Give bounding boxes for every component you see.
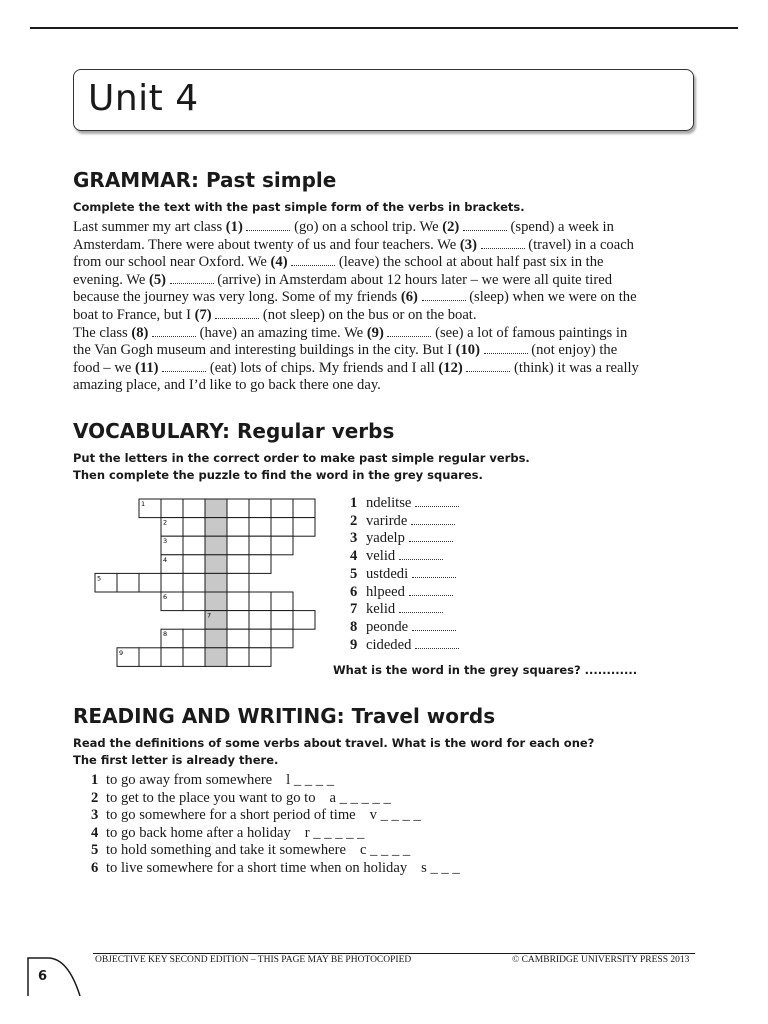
crossword-cell[interactable] xyxy=(271,611,293,630)
footer-copyright-notice: OBJECTIVE KEY SECOND EDITION – THIS PAGE MAY BE PHOTOCOPIED xyxy=(95,955,412,965)
crossword-cell[interactable] xyxy=(271,536,293,555)
crossword-cell[interactable] xyxy=(271,518,293,537)
gap-number: (7) xyxy=(194,306,216,323)
answer-letters[interactable]: a _ _ _ _ _ xyxy=(329,789,391,806)
crossword-grey-cell[interactable] xyxy=(205,592,227,611)
anagram-item xyxy=(350,601,443,618)
crossword-cell[interactable] xyxy=(183,536,205,555)
crossword-grey-cell[interactable] xyxy=(205,629,227,648)
anagram-number: 5 xyxy=(350,565,358,582)
footer-publisher: © CAMBRIDGE UNIVERSITY PRESS 2013 xyxy=(512,955,690,965)
crossword-cell[interactable] xyxy=(161,648,183,667)
crossword-cell[interactable] xyxy=(249,592,271,611)
anagram-number: 9 xyxy=(350,636,358,653)
crossword-clue-number: 1 xyxy=(141,500,146,508)
gap-number: (8) xyxy=(131,324,153,341)
grammar-text-segment: boat to France, but I xyxy=(73,306,195,323)
anagram-item xyxy=(350,637,459,654)
grammar-text-segment: (leave) the school at about half past six in the xyxy=(335,254,604,271)
crossword-grey-cell[interactable] xyxy=(205,499,227,518)
crossword-grey-cell[interactable] xyxy=(205,518,227,537)
anagram-item xyxy=(350,584,453,601)
crossword-cell[interactable] xyxy=(227,592,249,611)
definition-item xyxy=(91,790,391,807)
grammar-text-segment: evening. We xyxy=(73,271,149,288)
definition-item xyxy=(91,842,410,859)
anagram-item xyxy=(350,566,456,583)
grammar-text-segment: (not enjoy) the xyxy=(527,342,618,359)
page-number: 6 xyxy=(38,969,48,984)
gap-number: (10) xyxy=(455,342,484,359)
anagram-letters: ustdedi xyxy=(366,565,409,582)
anagram-letters: peonde xyxy=(366,618,409,635)
grammar-text-segment: amazing place, and I’d like to go back there one day. xyxy=(73,377,381,394)
grey-squares-question: What is the word in the grey squares? ............ xyxy=(333,663,638,677)
answer-blank[interactable] xyxy=(412,567,456,578)
grammar-text-segment: because the journey was very long. Some of my friends xyxy=(73,289,401,306)
crossword-cell[interactable] xyxy=(227,648,249,667)
grammar-text-segment: (go) on a school trip. We xyxy=(290,219,443,235)
anagram-number: 3 xyxy=(350,530,358,547)
crossword-cell[interactable] xyxy=(227,536,249,555)
anagram-number: 1 xyxy=(350,495,358,511)
crossword-cell[interactable] xyxy=(227,555,249,574)
crossword-cell[interactable] xyxy=(183,499,205,518)
crossword-cell[interactable] xyxy=(249,629,271,648)
crossword-clue-number: 3 xyxy=(163,537,168,546)
definition-item xyxy=(91,772,334,789)
crossword-cell[interactable] xyxy=(249,536,271,555)
anagram-item xyxy=(350,548,443,565)
answer-letters[interactable]: l _ _ _ _ xyxy=(286,772,334,788)
anagram-number: 2 xyxy=(350,512,358,529)
crossword-cell[interactable] xyxy=(293,499,315,518)
crossword-cell[interactable] xyxy=(227,629,249,648)
grammar-text-segment: (not sleep) on the bus or on the boat. xyxy=(259,306,477,323)
crossword-cell[interactable] xyxy=(227,518,249,537)
crossword-grey-cell[interactable] xyxy=(205,648,227,667)
crossword-cell[interactable] xyxy=(271,499,293,518)
definition-text: to go back home after a holiday xyxy=(106,824,291,841)
answer-blank[interactable] xyxy=(411,514,455,525)
crossword-grey-cell[interactable] xyxy=(205,555,227,574)
crossword-clue-number: 2 xyxy=(163,518,168,527)
crossword-cell[interactable] xyxy=(249,499,271,518)
crossword-grey-cell[interactable] xyxy=(205,536,227,555)
crossword-cell[interactable] xyxy=(183,592,205,611)
reading-heading: READING AND WRITING: Travel words xyxy=(73,704,496,728)
crossword-grey-cell[interactable] xyxy=(205,573,227,592)
crossword-cell[interactable] xyxy=(183,573,205,592)
grammar-text-segment: (arrive) in Amsterdam about 12 hours later – we were all quite tired xyxy=(213,271,612,288)
definition-number: 1 xyxy=(91,772,99,788)
grammar-text-segment: (see) a lot of famous paintings in xyxy=(431,324,628,341)
grammar-text-segment: (travel) in a coach xyxy=(524,236,634,253)
definition-item xyxy=(91,807,421,824)
crossword-cell[interactable] xyxy=(161,499,183,518)
crossword-cell[interactable] xyxy=(249,555,271,574)
crossword-clue-number: 6 xyxy=(163,593,168,601)
reading-instruction-2: The first letter is already there. xyxy=(73,753,279,767)
anagram-letters: yadelp xyxy=(366,530,405,547)
gap-number: (11) xyxy=(135,359,163,376)
gap-number: (2) xyxy=(442,219,463,235)
gap-number: (6) xyxy=(400,289,422,306)
grammar-text-segment: (have) an amazing time. We xyxy=(196,324,367,341)
answer-blank[interactable] xyxy=(399,602,443,613)
answer-blank[interactable] xyxy=(399,549,443,560)
answer-letters[interactable]: s _ _ _ xyxy=(421,860,460,876)
crossword-cell[interactable] xyxy=(183,555,205,574)
definition-number: 3 xyxy=(91,807,99,824)
gap-number: (3) xyxy=(459,236,481,253)
reading-instruction-1: Read the definitions of some verbs about travel. What is the word for each one? xyxy=(73,736,595,750)
answer-blank[interactable] xyxy=(412,620,456,631)
crossword-cell[interactable] xyxy=(139,648,161,667)
definition-text: to live somewhere for a short time when on holiday xyxy=(106,860,408,876)
crossword-cell[interactable] xyxy=(183,518,205,537)
gap-number: (4) xyxy=(270,254,292,271)
definition-text: to go away from somewhere xyxy=(106,772,273,788)
definition-number: 4 xyxy=(91,824,99,841)
crossword-clue-number: 9 xyxy=(119,648,124,657)
anagram-letters: kelid xyxy=(366,601,396,618)
answer-blank[interactable] xyxy=(409,585,453,596)
crossword-cell[interactable] xyxy=(293,611,315,630)
grammar-text-segment: from our school near Oxford. We xyxy=(73,254,271,271)
page-number-tab xyxy=(0,0,100,1024)
vocabulary-instruction-1: Put the letters in the correct order to make past simple regular verbs. xyxy=(73,451,530,465)
anagram-letters: varirde xyxy=(366,512,408,529)
vocabulary-heading: VOCABULARY: Regular verbs xyxy=(73,419,395,443)
grammar-text-segment: Amsterdam. There were about twenty of us and four teachers. We xyxy=(73,236,460,253)
anagram-letters: ndelitse xyxy=(366,495,412,511)
anagram-number: 6 xyxy=(350,583,358,600)
crossword-cell[interactable] xyxy=(161,573,183,592)
crossword-cell[interactable] xyxy=(271,629,293,648)
answer-blank[interactable] xyxy=(415,496,459,507)
crossword-cell[interactable] xyxy=(293,518,315,537)
definition-number: 2 xyxy=(91,789,99,806)
gap-number: (12) xyxy=(438,359,467,376)
anagram-item xyxy=(350,530,453,547)
anagram-letters: cideded xyxy=(366,636,412,653)
grammar-text-segment: the Van Gogh museum and interesting buildings in the city. But I xyxy=(73,342,456,359)
grammar-heading: GRAMMAR: Past simple xyxy=(73,168,337,192)
answer-letters[interactable]: r _ _ _ _ _ xyxy=(304,824,365,841)
answer-letters[interactable]: v _ _ _ _ xyxy=(369,807,421,824)
anagram-item xyxy=(350,495,459,512)
answer-blank[interactable] xyxy=(415,638,459,649)
definition-item xyxy=(91,825,364,842)
crossword-clue-number: 4 xyxy=(163,555,168,564)
grammar-text-segment: (sleep) when we were on the xyxy=(465,289,637,306)
crossword-cell[interactable] xyxy=(227,499,249,518)
crossword-cell[interactable] xyxy=(227,573,249,592)
grammar-instruction: Complete the text with the past simple form of the verbs in brackets. xyxy=(73,200,525,214)
gap-number: (5) xyxy=(148,271,170,288)
grammar-text-segment: Last summer my art class xyxy=(73,219,226,235)
crossword-cell[interactable] xyxy=(139,573,161,592)
crossword-clue-number: 5 xyxy=(97,574,102,583)
anagram-number: 4 xyxy=(350,548,358,565)
vocabulary-instruction-2: Then complete the puzzle to find the word in the grey squares. xyxy=(73,468,483,482)
crossword-cell[interactable] xyxy=(183,648,205,667)
anagram-letters: velid xyxy=(366,548,396,565)
definition-text: to get to the place you want to go to xyxy=(106,789,316,806)
anagram-letters: hlpeed xyxy=(366,583,405,600)
grammar-text-segment: food – we xyxy=(73,359,136,376)
definition-text: to go somewhere for a short period of time xyxy=(106,807,356,824)
gap-number: (9) xyxy=(366,324,388,341)
anagram-number: 7 xyxy=(350,601,358,618)
crossword-cell[interactable] xyxy=(183,629,205,648)
footer-rule xyxy=(93,953,695,954)
crossword-cell[interactable] xyxy=(249,611,271,630)
answer-letters[interactable]: c _ _ _ _ xyxy=(359,842,411,859)
grammar-text-segment: (spend) a week in xyxy=(506,219,614,235)
definition-number: 6 xyxy=(91,860,99,876)
anagram-item xyxy=(350,619,456,636)
crossword-cell[interactable] xyxy=(117,573,139,592)
anagram-number: 8 xyxy=(350,618,358,635)
crossword-cell[interactable] xyxy=(249,648,271,667)
crossword-clue-number: 7 xyxy=(207,611,212,620)
definition-text: to hold something and take it somewhere xyxy=(106,842,346,859)
definition-number: 5 xyxy=(91,842,99,859)
anagram-item xyxy=(350,513,455,530)
definition-item xyxy=(91,860,460,877)
crossword-clue-number: 8 xyxy=(163,630,168,639)
crossword-cell[interactable] xyxy=(249,518,271,537)
crossword-cell[interactable] xyxy=(271,592,293,611)
unit-title: Unit 4 xyxy=(88,78,199,119)
crossword-cell[interactable] xyxy=(227,611,249,630)
grammar-text-segment: (eat) lots of chips. My friends and I all xyxy=(206,359,439,376)
gap-number: (1) xyxy=(225,219,247,235)
answer-blank[interactable] xyxy=(409,531,453,542)
grammar-text-segment: (think) it was a really xyxy=(510,359,639,376)
grammar-text-segment: The class xyxy=(73,324,132,341)
